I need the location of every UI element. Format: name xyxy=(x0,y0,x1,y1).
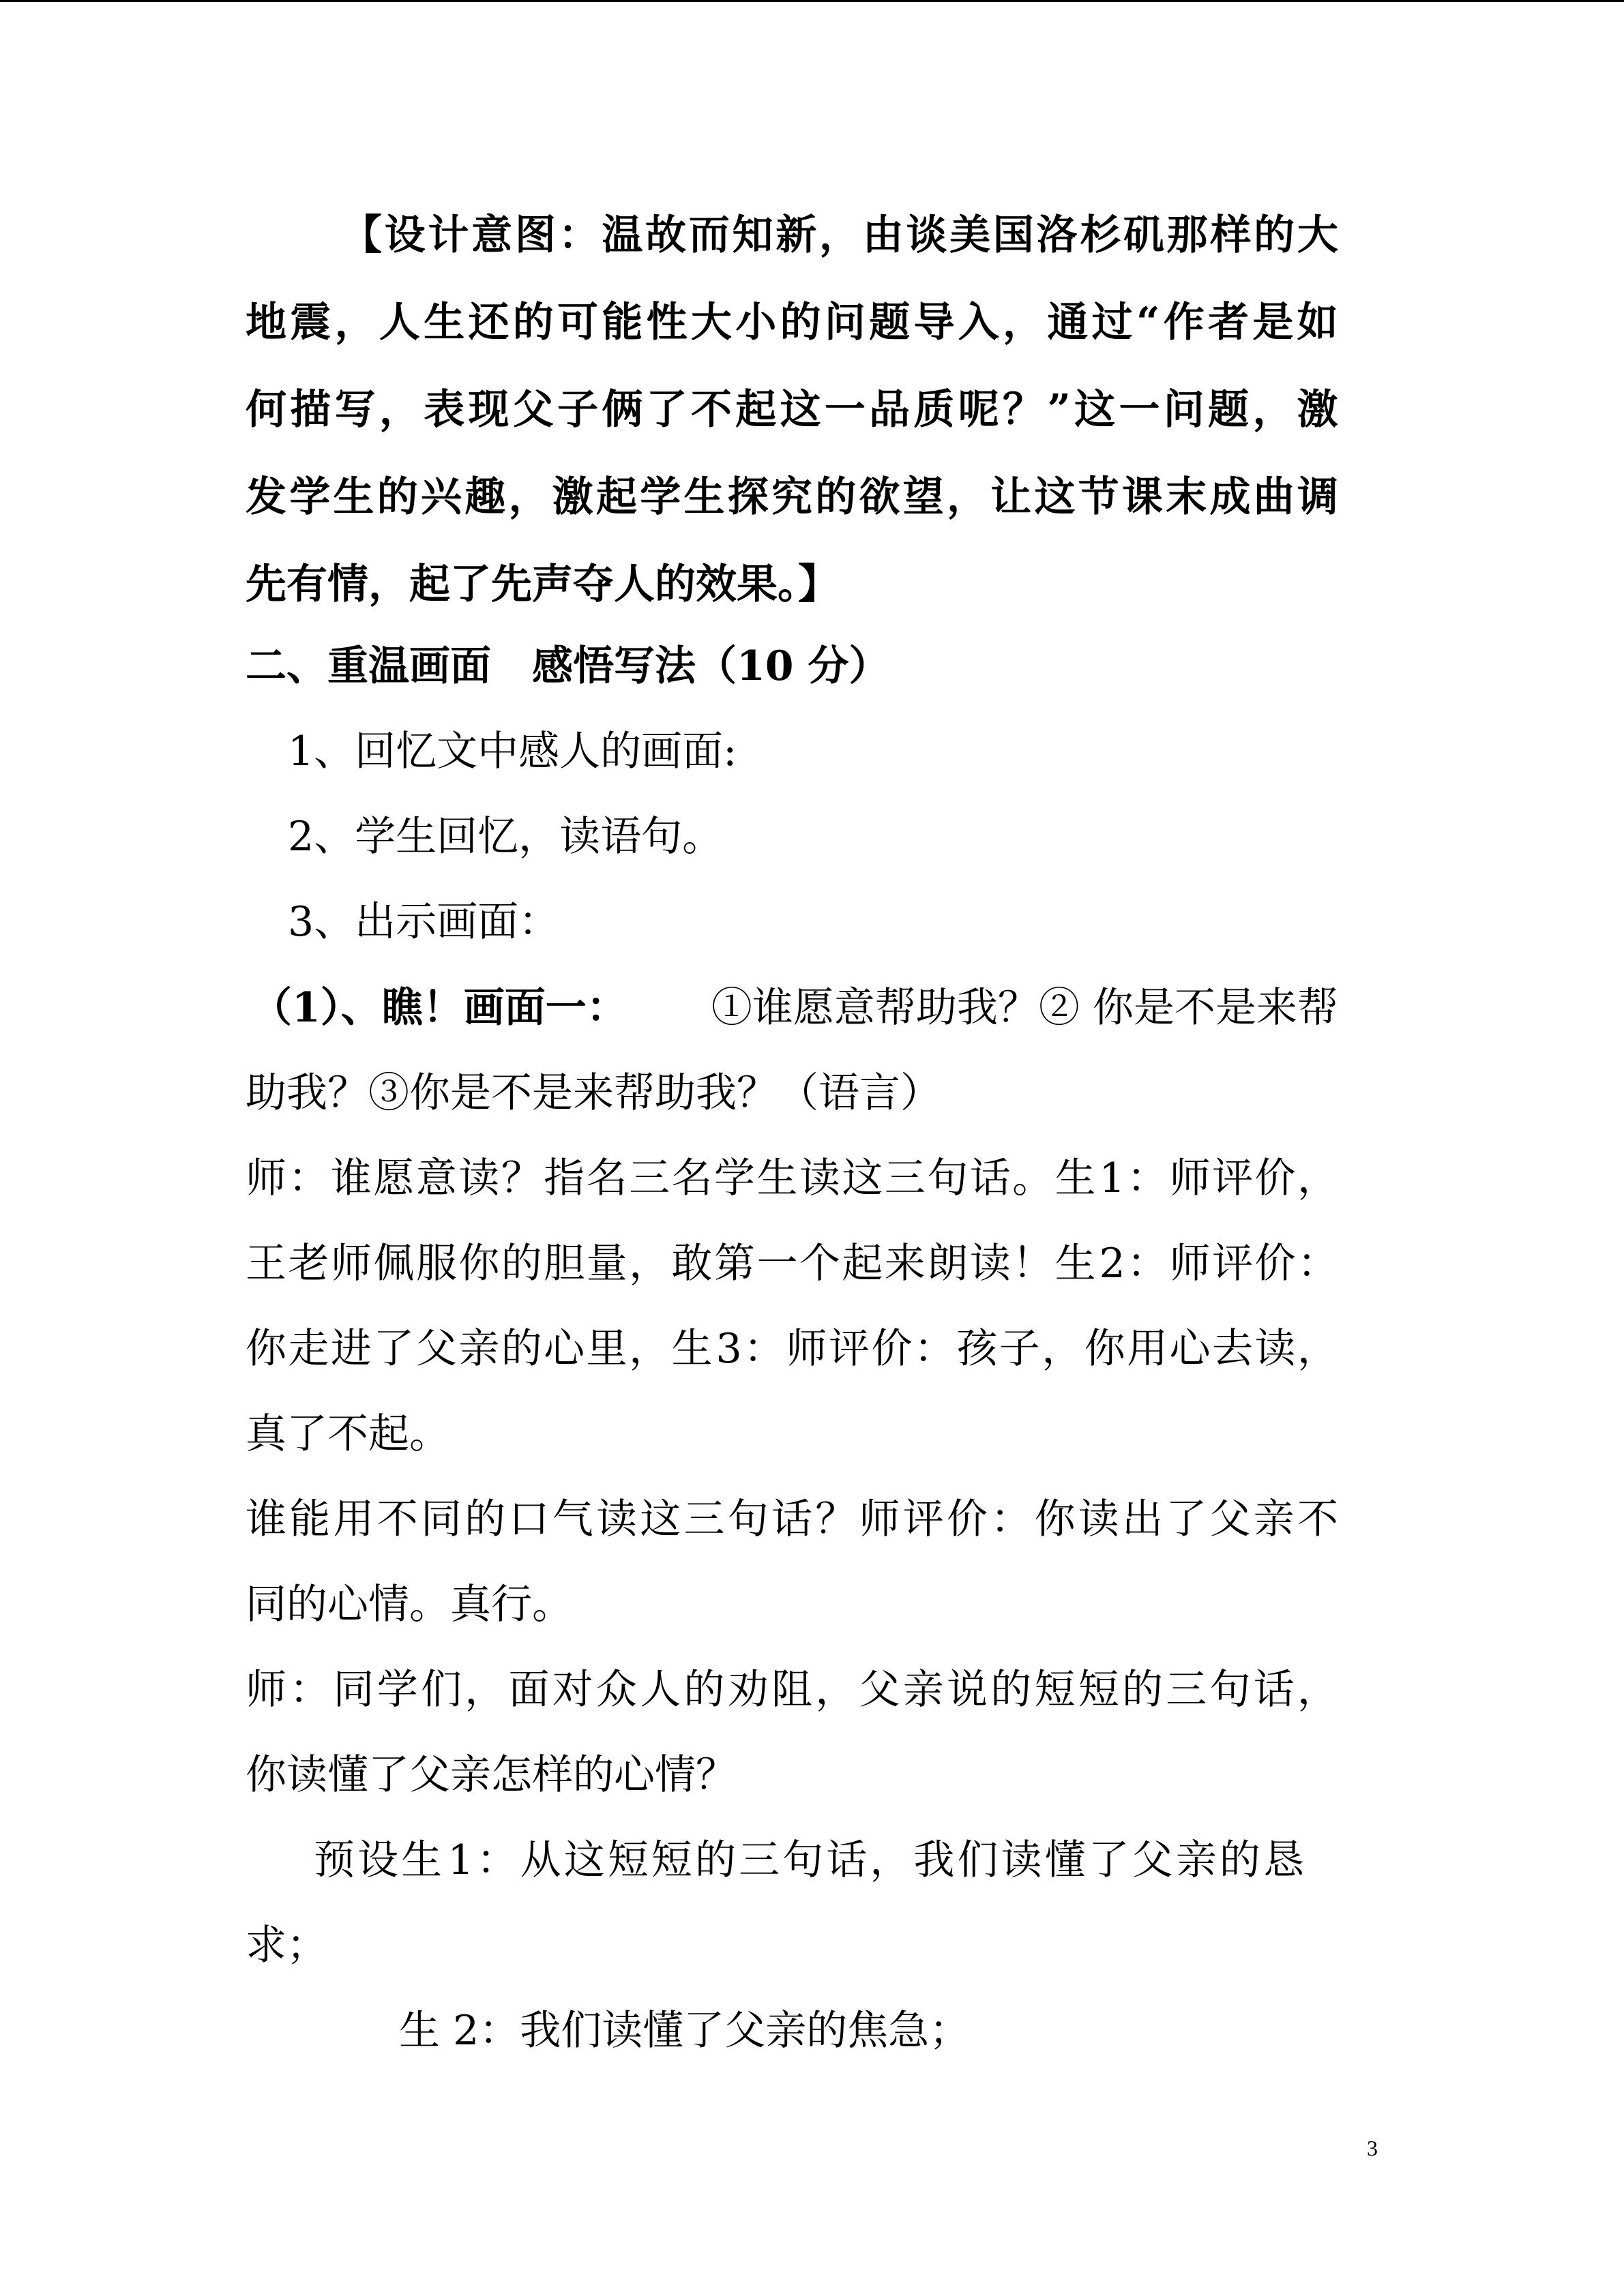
design-intent-line-3: 何 描 写 ， 表 现 父 子 俩 了 不 起 这 一 品 质 呢 ？ ” 这 一 问 题 ， 激 xyxy=(246,386,1338,434)
step-3: 3、出示画面： xyxy=(288,898,560,946)
paragraph-line: 你读懂了父亲怎样的心情？ xyxy=(246,1751,737,1799)
design-intent-line-1: 【 设 计 意 图 ： 温 故 而 知 新 ， 由 谈 美 国 洛 杉 矶 那 样 的 大 xyxy=(341,211,1338,259)
preset-answer-1: 预 设 生 1 ： 从 这 短 短 的 三 句 话 ， 我 们 读 懂 了 父 亲 的 恳 xyxy=(314,1836,1304,1884)
paragraph-line: 同的心情。真行。 xyxy=(246,1581,573,1628)
scene-one-quotes-cont: 助我？③你是不是来帮助我？（语言） xyxy=(246,1069,941,1117)
design-intent-line-2: 地 震 ， 人 生 还 的 可 能 性 大 小 的 问 题 导 入 ， 通 过 “ 作 者 是 如 xyxy=(246,299,1338,346)
scene-one-label: （1）、瞧！画面一： xyxy=(251,984,628,1032)
step-1: 1、回忆文中感人的画面: xyxy=(288,728,737,775)
preset-answer-2: 生 2：我们读懂了父亲的焦急； xyxy=(399,2007,971,2055)
paragraph-line: 真了不起。 xyxy=(246,1410,450,1458)
design-intent-line-4: 发 学 生 的 兴 趣 ， 激 起 学 生 探 究 的 欲 望 ， 让 这 节 课 末 成 曲 调 xyxy=(246,473,1338,521)
page-top-border xyxy=(0,0,1624,2)
paragraph-line: 师 ： 谁 愿 意 读 ？ 指 名 三 名 学 生 读 这 三 句 话 。 生 1 ： 师 评 价 ， xyxy=(246,1154,1338,1202)
paragraph-line: 王 老 师 佩 服 你 的 胆 量 ， 敢 第 一 个 起 来 朗 读 ！ 生 2 ： 师 评 价 ： xyxy=(246,1240,1338,1287)
design-intent-line-5: 先有情，起了先声夺人的效果。】 xyxy=(246,561,839,608)
paragraph-line: 你 走 进 了 父 亲 的 心 里 ， 生 3 ： 师 评 价 ： 孩 子 ， 你 用 心 去 读 ， xyxy=(246,1325,1338,1373)
scene-one-line xyxy=(251,984,1338,1032)
preset-answer-1-cont: 求； xyxy=(246,1922,327,1969)
section-heading: 二、重温画面 感悟写法（10 分） xyxy=(246,642,890,690)
paragraph-line: 师 ： 同 学 们 ， 面 对 众 人 的 劝 阻 ， 父 亲 说 的 短 短 的 三 句 话 ， xyxy=(246,1666,1338,1714)
paragraph-line: 谁 能 用 不 同 的 口 气 读 这 三 句 话 ？ 师 评 价 ： 你 读 出 了 父 亲 不 xyxy=(246,1495,1338,1543)
step-2: 2、学生回忆，读语句。 xyxy=(288,813,724,861)
scene-one-quotes: ①谁愿意帮助我？② 你是不是来帮 xyxy=(711,984,1338,1032)
page-number: 3 xyxy=(1367,2136,1378,2160)
